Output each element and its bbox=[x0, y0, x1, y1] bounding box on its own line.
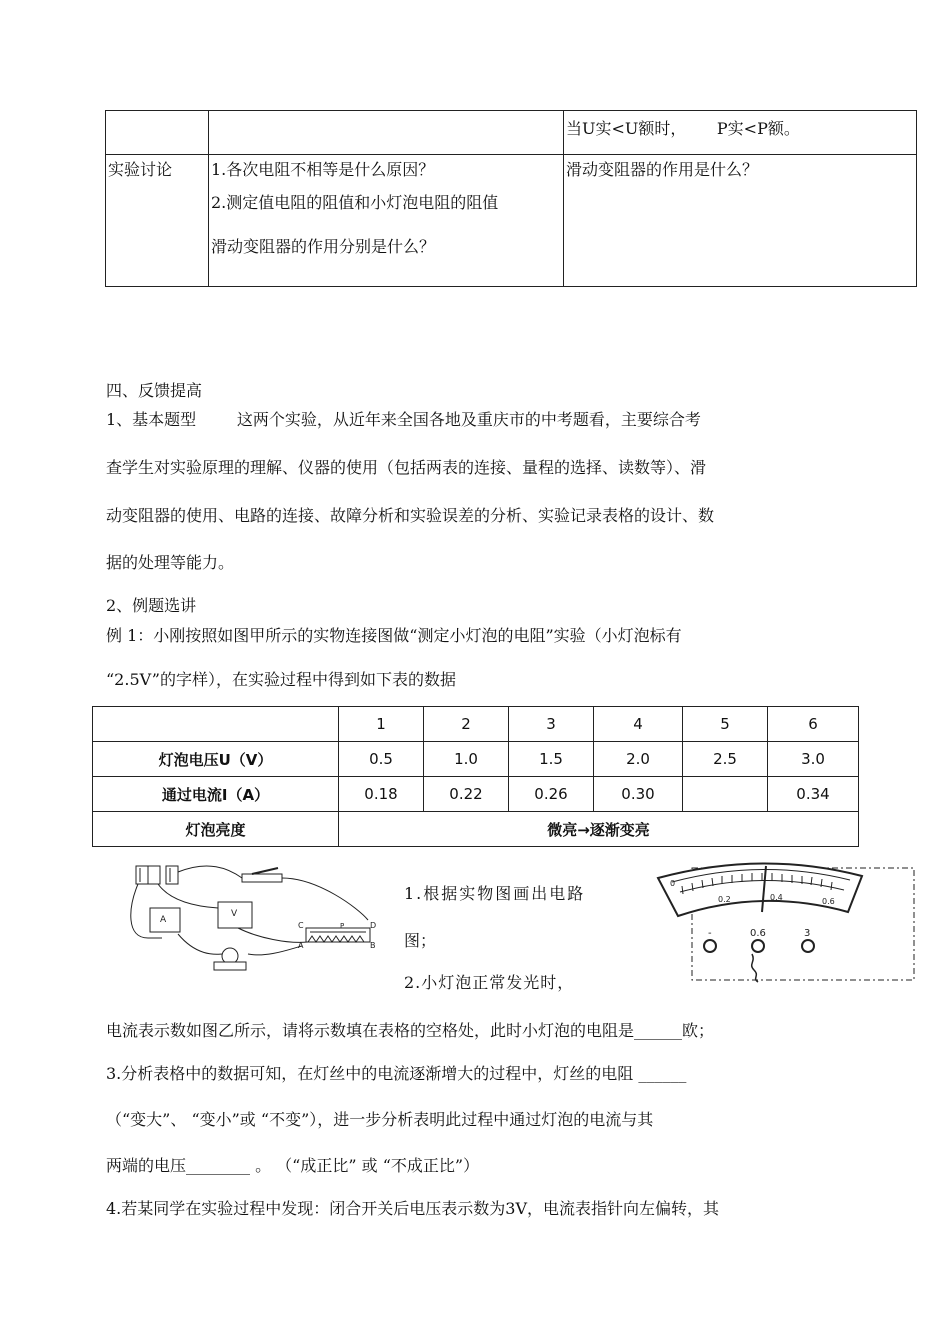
header-cell: 6 bbox=[768, 707, 859, 742]
example-line-1: 例 1：小刚按照如图甲所示的实物连接图做“测定小灯泡的电阻”实验（小灯泡标有 bbox=[106, 626, 682, 645]
brightness-value: 微亮→逐渐变亮 bbox=[339, 812, 859, 847]
question-1-line-a: 1.根据实物图画出电路 bbox=[404, 884, 586, 903]
top-row1-col3 bbox=[564, 111, 917, 155]
example-heading: 2、例题选讲 bbox=[106, 596, 197, 615]
header-cell: 2 bbox=[424, 707, 509, 742]
slider-p-label: P bbox=[340, 922, 345, 930]
voltage-cell: 3.0 bbox=[768, 742, 859, 777]
discussion-questions-cell bbox=[209, 155, 564, 287]
current-cell: 0.26 bbox=[509, 777, 594, 812]
terminal-0-6-label: 0.6 bbox=[750, 928, 766, 939]
header-cell: 1 bbox=[339, 707, 424, 742]
row-label-brightness: 灯泡亮度 bbox=[93, 812, 339, 847]
voltage-cell: 1.5 bbox=[509, 742, 594, 777]
scale-label-0-2: 0.2 bbox=[718, 895, 731, 904]
terminal-a-label: A bbox=[298, 941, 304, 950]
scale-label-0: 0 bbox=[670, 879, 676, 888]
header-cell: 5 bbox=[683, 707, 768, 742]
rheostat-question: 滑动变阻器的作用是什么？ bbox=[566, 160, 759, 179]
paragraph-line-3: 动变阻器的使用、电路的连接、故障分析和实验误差的分析、实验记录表格的设计、数 bbox=[106, 506, 715, 525]
voltage-cell: 2.0 bbox=[594, 742, 683, 777]
current-cell: 0.22 bbox=[424, 777, 509, 812]
row-label-voltage: 灯泡电压U（V） bbox=[93, 742, 339, 777]
example-line-2: “2.5V”的字样），在实验过程中得到如下表的数据 bbox=[106, 670, 456, 689]
top-row1-col2 bbox=[209, 111, 564, 155]
top-row1-col1 bbox=[106, 111, 209, 155]
paragraph-line-2: 查学生对实验原理的理解、仪器的使用（包括两表的连接、量程的选择、读数等）、滑 bbox=[106, 458, 707, 477]
paragraph-line-4: 据的处理等能力。 bbox=[106, 553, 235, 572]
discussion-q2-line1: 2.测定值电阻的阻值和小灯泡电阻的阻值 bbox=[211, 193, 499, 212]
question-3-line-c: 两端的电压________ 。 （“成正比” 或 “不成正比”） bbox=[106, 1156, 480, 1175]
header-empty-cell bbox=[93, 707, 339, 742]
question-2-line-a: 2.小灯泡正常发光时， bbox=[404, 973, 575, 992]
voltage-cell: 0.5 bbox=[339, 742, 424, 777]
current-cell: 0.34 bbox=[768, 777, 859, 812]
question-2-line-b: 电流表示数如图乙所示，请将示数填在表格的空格处，此时小灯泡的电阻是______欧； bbox=[106, 1021, 715, 1040]
header-cell: 4 bbox=[594, 707, 683, 742]
discussion-rheostat-cell bbox=[564, 155, 917, 287]
power-relation-text: 当U实<U额时， P实<P额。 bbox=[566, 119, 800, 138]
measurement-table bbox=[92, 706, 859, 847]
experiment-table bbox=[105, 110, 917, 287]
discussion-label-cell bbox=[106, 155, 209, 287]
terminal-3-label: 3 bbox=[804, 928, 811, 939]
ammeter-figure bbox=[652, 858, 918, 986]
scale-label-0-4: 0.4 bbox=[770, 893, 783, 902]
terminal-b-label: B bbox=[370, 941, 376, 950]
question-3-line-a: 3.分析表格中的数据可知，在灯丝中的电流逐渐增大的过程中，灯丝的电阻 ______ bbox=[106, 1064, 687, 1083]
circuit-diagram bbox=[118, 858, 380, 974]
discussion-q2-line2: 滑动变阻器的作用分别是什么？ bbox=[211, 237, 436, 256]
discussion-label: 实验讨论 bbox=[108, 160, 173, 179]
row-label-current: 通过电流I（A） bbox=[93, 777, 339, 812]
scale-label-0-6: 0.6 bbox=[822, 897, 835, 906]
terminal-d-label: D bbox=[370, 921, 377, 930]
current-cell: 0.30 bbox=[594, 777, 683, 812]
paragraph-line-1: 1、基本题型 这两个实验，从近年来全国各地及重庆市的中考题看，主要综合考 bbox=[106, 410, 701, 429]
terminal-minus-label: - bbox=[708, 928, 712, 939]
voltage-cell: 1.0 bbox=[424, 742, 509, 777]
question-1-line-b: 图； bbox=[404, 931, 437, 950]
ammeter-label: A bbox=[160, 915, 167, 925]
question-4-line: 4.若某同学在实验过程中发现：闭合开关后电压表示数为3V，电流表指针向左偏转，其 bbox=[106, 1199, 720, 1218]
current-cell: 0.18 bbox=[339, 777, 424, 812]
section-heading: 四、反馈提高 bbox=[106, 381, 203, 400]
voltage-cell: 2.5 bbox=[683, 742, 768, 777]
discussion-q1: 1.各次电阻不相等是什么原因？ bbox=[211, 160, 435, 179]
header-cell: 3 bbox=[509, 707, 594, 742]
voltmeter-label: V bbox=[231, 909, 238, 919]
current-cell-blank bbox=[683, 777, 768, 812]
question-3-line-b: （“变大”、 “变小”或 “不变”），进一步分析表明此过程中通过灯泡的电流与其 bbox=[106, 1110, 654, 1129]
terminal-c-label: C bbox=[298, 921, 304, 930]
